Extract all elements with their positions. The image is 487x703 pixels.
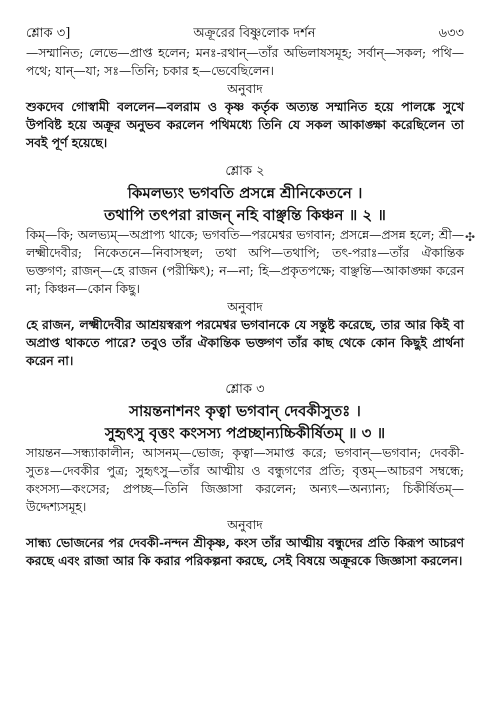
verse-3-title: শ্লোক ৩ (225, 382, 265, 397)
translation-1: শুকদেব গোস্বামী বললেন—বলরাম ও কৃষ্ণ কর্তৃক অত্যন্ত সম্মানিত হয়ে পালঙ্কে সুখে উপবিষ্ট হয়ে অক্রূর অনুভব করলেন পথিমধ্যে তিনি যে সকল আকাঙ্ক্ষা করেছিলেন তা সবই পূর্ণ হয়েছে। (26, 99, 464, 150)
synonyms-continued: —সম্মানিত; লেভে—প্রাপ্ত হলেন; মনঃ-রথান্—তাঁর অভিলাষসমূহ; সর্বান্—সকল; পথি—পথে; যান্—যা; সঃ—তিনি; চকার হ—ভেবেছিলেন। (26, 46, 464, 78)
translation-2: হে রাজন, লক্ষ্মীদেবীর আশ্রয়স্বরূপ পরমেশ্বর ভগবানকে যে সন্তুষ্ট করেছে, তার আর কিই বা অপ্রাপ্ত থাকতে পারে? তবুও তাঁর ঐকান্তিক ভক্তগণ তাঁর কাছ থেকে কোন কিছুই প্রার্থনা করেন না। (26, 317, 464, 368)
margin-mark: ✣ (465, 230, 476, 244)
translation-label-3: অনুবাদ (227, 517, 263, 532)
translation-3: সান্ধ্য ভোজনের পর দেবকী-নন্দন শ্রীকৃষ্ণ, কংস তাঁর আত্মীয় বন্ধুদের প্রতি কিরূপ আচরণ করছে এবং রাজা আর কি করার পরিকল্পনা করছে, সেই বিষয়ে অক্রূরকে জিজ্ঞাসা করলেন। (26, 535, 464, 568)
translation-label-2: অনুবাদ (227, 299, 263, 314)
verse-2-line-1: কিমলভ্যং ভগবতি প্রসন্নে শ্রীনিকেতনে । (127, 184, 363, 202)
page (26, 24, 464, 570)
translation-label-1: অনুবাদ (227, 81, 263, 96)
page-header (26, 24, 464, 44)
verse-3-line-1: সায়ন্তনাশনং কৃত্বা ভগবান্ দেবকীসুতঃ । (129, 402, 361, 420)
header-left: শ্লোক ৩] (26, 26, 71, 41)
verse-2-line-2: তথাপি তৎপরা রাজন্ নহি বাঞ্ছন্তি কিঞ্চন ॥ ২ ॥ (104, 206, 386, 224)
synonyms-3: সায়ন্তন—সন্ধ্যাকালীন; আসনম্—ভোজ; কৃত্বা—সমাপ্ত করে; ভগবান্—ভগবান; দেবকী-সুতঃ—দেবকীর পুত্র; সুহৃৎসু—তাঁর আত্মীয় ও বন্ধুগণের প্রতি; বৃত্তম্—আচরণ সম্বন্ধে; কংসস্য—কংসের; প্রপচ্ছ—তিনি জিজ্ঞাসা করলেন; অন্যৎ—অন্যান্য; চিকীর্ষিতম্—উদ্দেশ্যসমূহ। (26, 446, 464, 514)
page-number: ৬৩৩ (438, 26, 464, 41)
verse-3-line-2: সুহৃৎসু বৃত্তং কংসস্য পপ্রচ্ছান্যচ্চিকীর্ষিতম্ ॥ ৩ ॥ (104, 424, 386, 442)
synonyms-2: কিম্—কি; অলভ্যম্—অপ্রাপ্য থাকে; ভগবতি—পরমেশ্বর ভগবান; প্রসন্নে—প্রসন্ন হলে; শ্রী—লক্ষ্মীদেবীর; নিকেতনে—নিবাসস্থল; তথা অপি—তথাপি; তৎ-পরাঃ—তাঁর ঐকান্তিক ভক্তগণ; রাজন্—হে রাজন (পরীক্ষিৎ); ন—না; হি—প্রকৃতপক্ষে; বাঞ্ছন্তি—আকাঙ্ক্ষা করেন না; কিঞ্চন—কোন কিছু। (26, 228, 464, 296)
header-title: অক্রূরের বিষ্ণুলোক দর্শন (193, 26, 316, 41)
verse-2-title: শ্লোক ২ (225, 164, 265, 179)
